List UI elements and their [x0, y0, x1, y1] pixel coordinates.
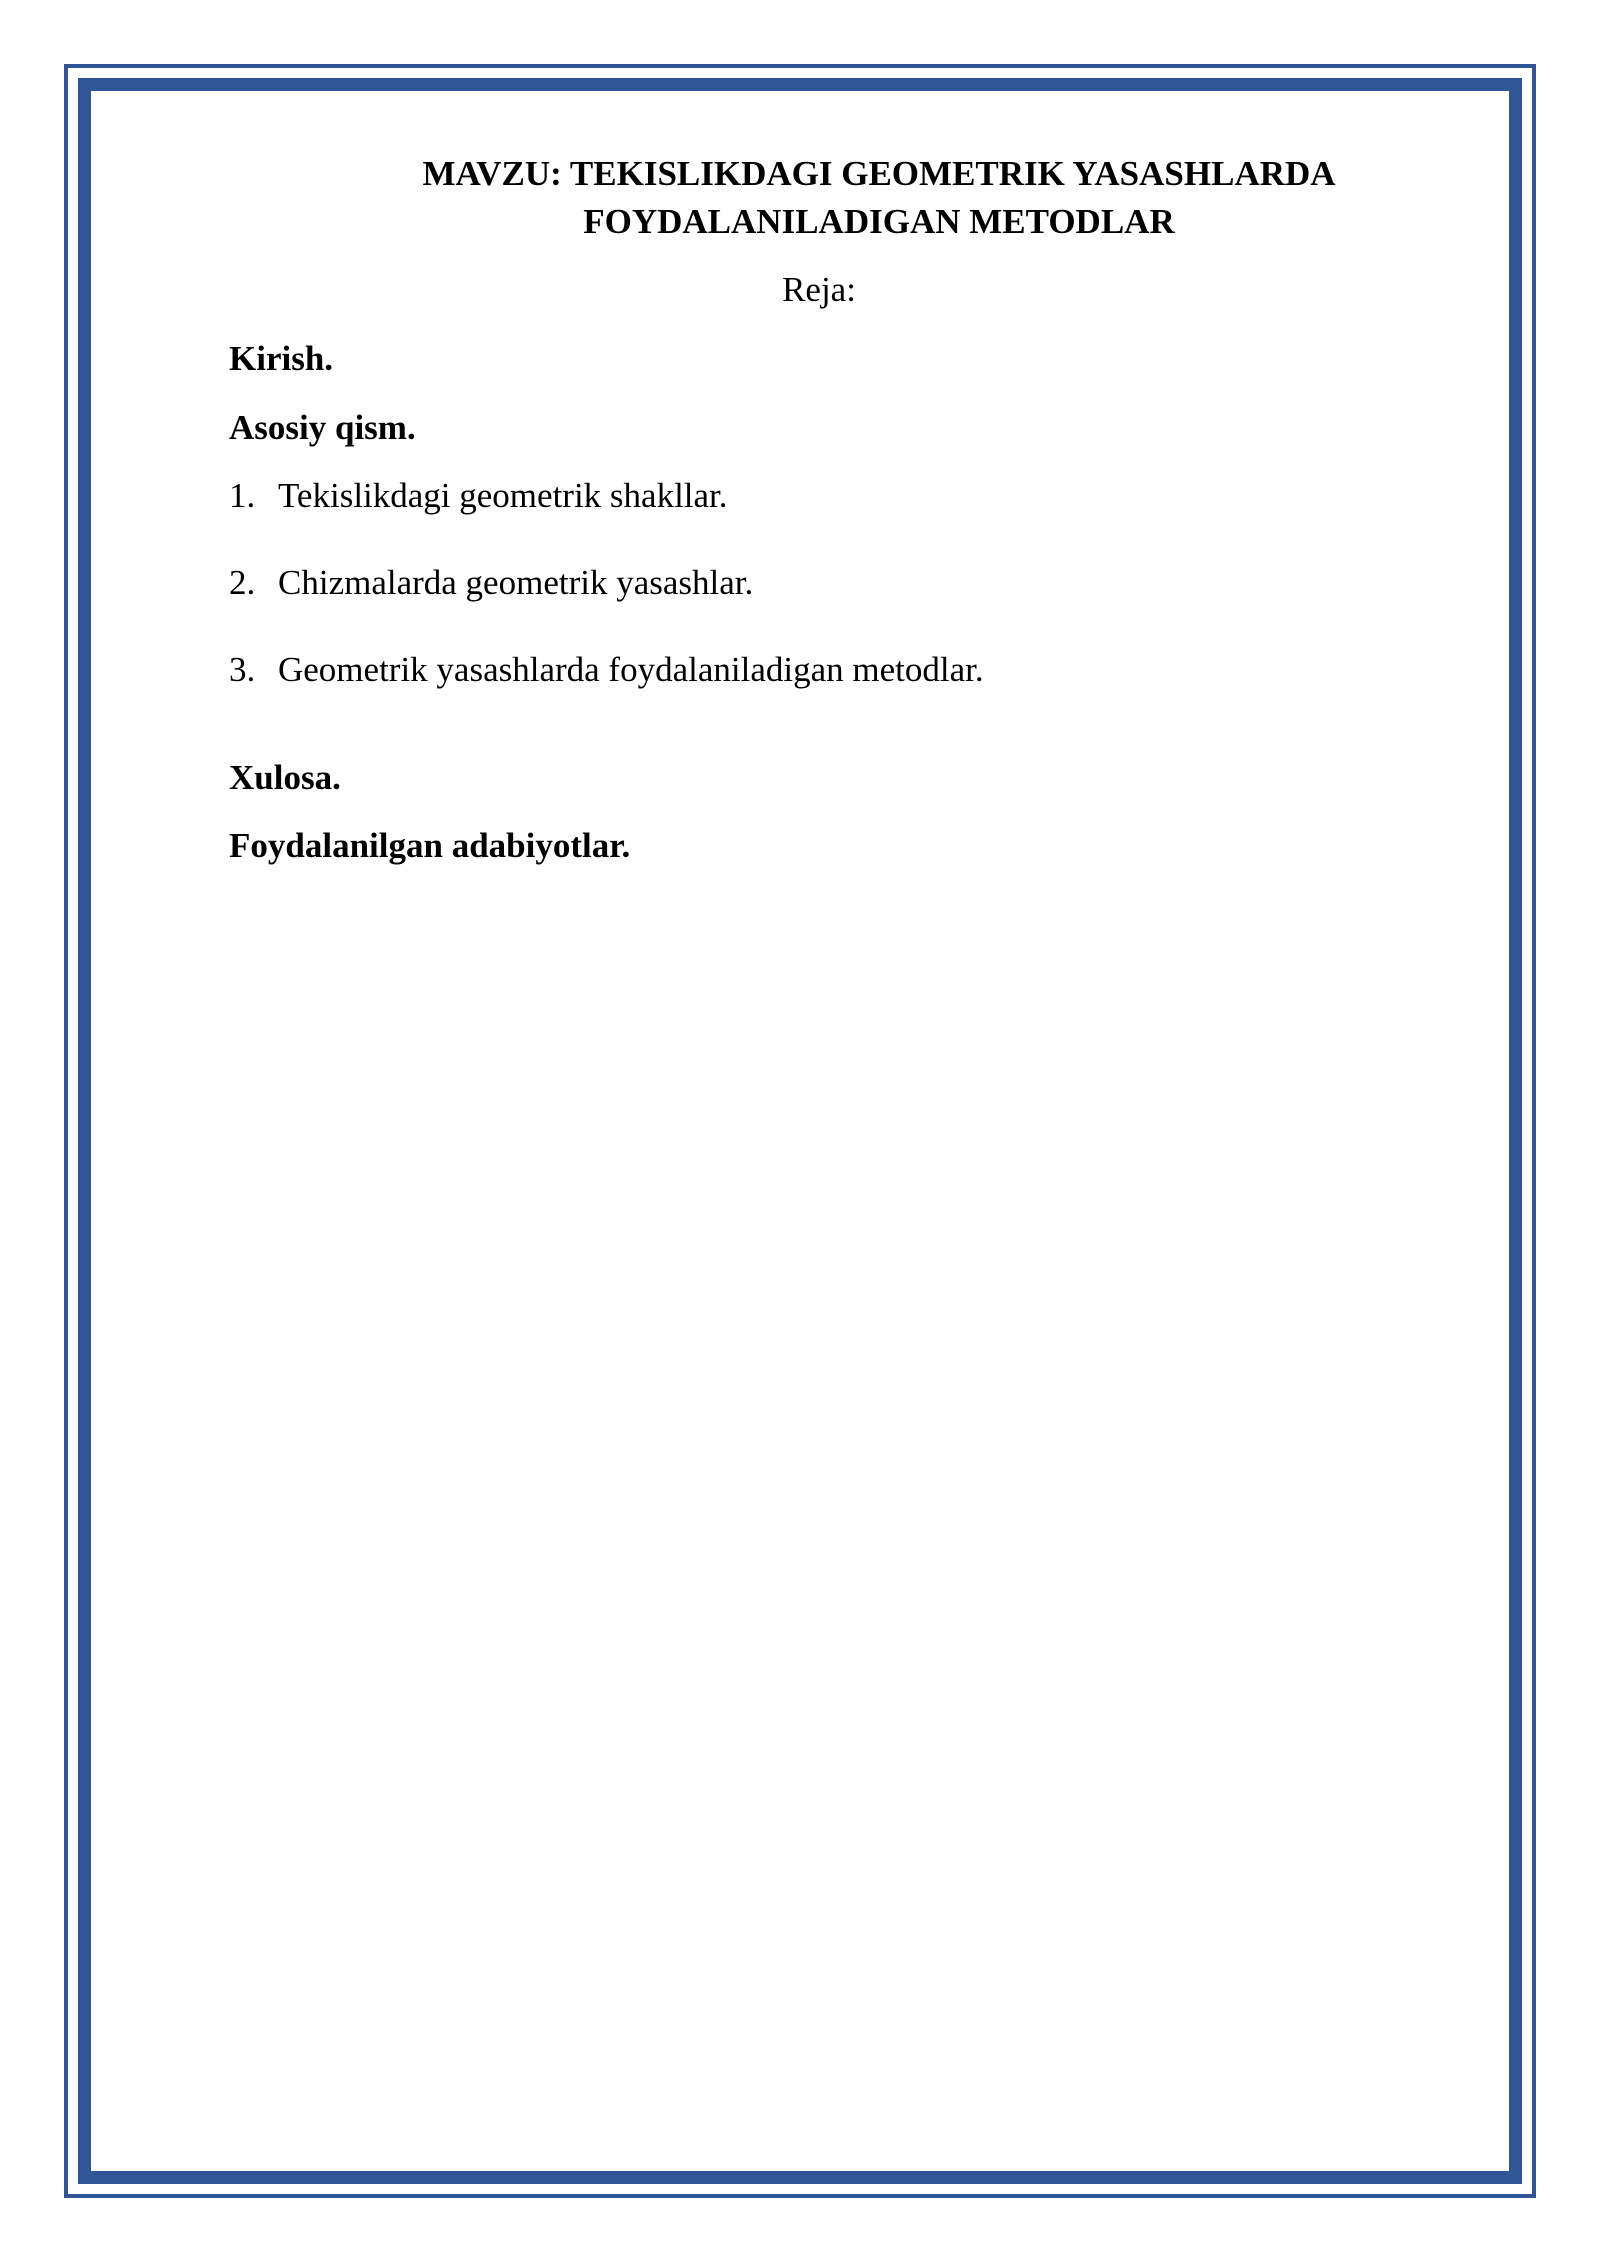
conclusion-heading: Xulosa.	[229, 758, 341, 797]
list-item-text: Chizmalarda geometrik yasashlar.	[278, 563, 754, 602]
list-item	[229, 561, 753, 605]
list-item	[229, 648, 984, 692]
list-item-number: 3.	[229, 650, 256, 689]
list-item-text: Tekislikdagi geometrik shakllar.	[278, 476, 728, 515]
title-line-1: MAVZU: TEKISLIKDAGI GEOMETRIK YASASHLARDA	[422, 154, 1336, 193]
page-content	[229, 0, 1409, 2262]
plan-label: Reja:	[782, 270, 856, 309]
main-heading: Asosiy qism.	[229, 408, 416, 447]
document-title	[229, 150, 1409, 246]
list-item-number: 2.	[229, 563, 256, 602]
intro-heading: Kirish.	[229, 339, 334, 378]
references-heading: Foydalanilgan adabiyotlar.	[229, 826, 631, 865]
title-line-2: FOYDALANILADIGAN METODLAR	[583, 202, 1175, 241]
list-item-number: 1.	[229, 476, 256, 515]
list-item	[229, 474, 728, 518]
list-item-text: Geometrik yasashlarda foydalaniladigan metodlar.	[278, 650, 984, 689]
